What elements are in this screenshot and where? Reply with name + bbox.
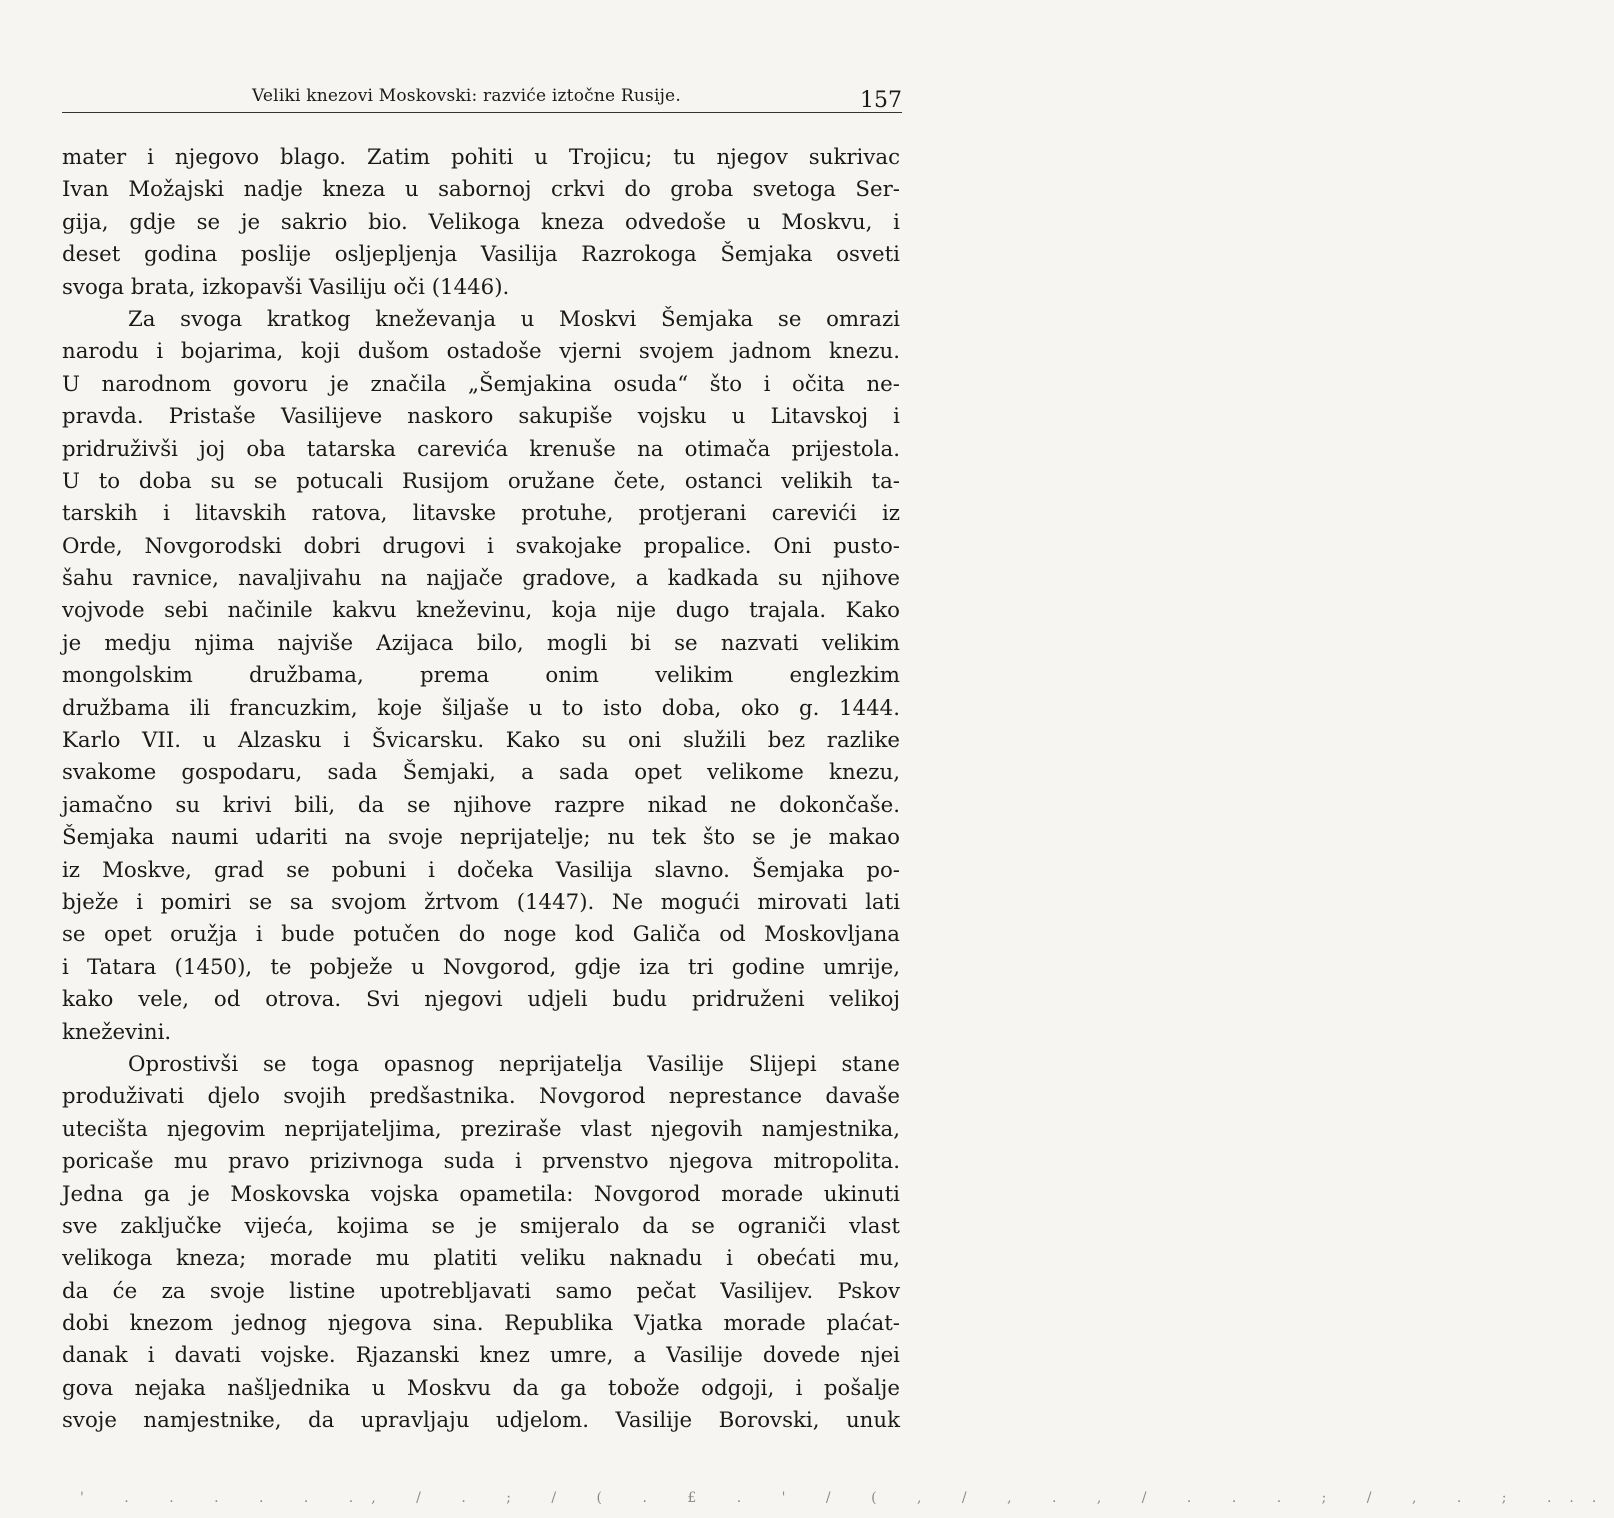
text-line: Jedna ga je Moskovska vojska opametila: Novgorod morade ukinuti: [62, 1181, 900, 1207]
text-line: velikoga kneza; morade mu platiti veliku naknadu i obećati mu,: [62, 1246, 900, 1272]
text-line: je medju njima najviše Azijaca bilo, mogli bi se nazvati velikim: [62, 630, 900, 656]
text-line: U to doba su se potucali Rusijom oružane čete, ostanci velikih ta-: [62, 468, 900, 494]
text-line: produživati djelo svojih predšastnika. Novgorod neprestance davaše: [62, 1084, 900, 1110]
body-text: [62, 142, 900, 1438]
running-header: [62, 80, 902, 114]
text-line: šahu ravnice, navaljivahu na najjače gradove, a kadkada su njihove: [62, 566, 900, 592]
text-line: Oprostivši se toga opasnog neprijatelja Vasilije Slijepi stane: [128, 1051, 900, 1077]
header-rule: [62, 112, 902, 113]
text-line: kneževini.: [62, 1019, 172, 1045]
text-line: narodu i bojarima, koji dušom ostadoše vjerni svojem jadnom knezu.: [62, 339, 900, 365]
text-line: U narodnom govoru je značila „Šemjakina osuda“ što i očita ne-: [62, 371, 900, 397]
text-line: pridruživši joj oba tatarska carevića krenuše na otimača prijestola.: [62, 436, 900, 462]
text-line: sve zaključke vijeća, kojima se je smijeralo da se ograniči vlast: [62, 1213, 900, 1239]
text-line: pravda. Pristaše Vasilijeve naskoro sakupiše vojsku u Litavskoj i: [62, 404, 900, 430]
text-line: tarskih i litavskih ratova, litavske protuhe, protjerani carevići iz: [62, 501, 900, 527]
text-line: gija, gdje se je sakrio bio. Velikoga kneza odvedoše u Moskvu, i: [62, 209, 900, 235]
text-line: dobi knezom jednog njegova sina. Republika Vjatka morade plaćat-: [62, 1311, 900, 1337]
text-line: utecišta njegovim neprijateljima, preziraše vlast njegovih namjestnika,: [62, 1116, 900, 1142]
page-number: 157: [860, 88, 902, 113]
text-line: Karlo VII. u Alzasku i Švicarsku. Kako su oni služili bez razlike: [62, 728, 900, 754]
text-line: se opet oružja i bude potučen do noge kod Galiča od Moskovljana: [62, 922, 900, 948]
text-line: da će za svoje listine upotrebljavati samo pečat Vasilijev. Pskov: [62, 1278, 900, 1304]
text-line: svoje namjestnike, da upravljaju udjelom. Vasilije Borovski, unuk: [62, 1408, 900, 1434]
text-line: gova nejaka našljednika u Moskvu da ga tobože odgoji, i pošalje: [62, 1375, 900, 1401]
footer-fragment: ' . . . . . ., / . ; / ( . £ . ' / ( , / , . , / . . . ; / , . ; ...: [80, 1490, 1614, 1506]
text-line: Šemjaka naumi udariti na svoje neprijatelje; nu tek što se je makao: [62, 825, 900, 851]
text-line: Za svoga kratkog kneževanja u Moskvi Šemjaka se omrazi: [128, 306, 900, 332]
text-line: jamačno su krivi bili, da se njihove razpre nikad ne dokončaše.: [62, 792, 900, 818]
text-line: danak i davati vojske. Rjazanski knez umre, a Vasilije dovede njei: [62, 1343, 900, 1369]
text-line: svakome gospodaru, sada Šemjaki, a sada opet velikome knezu,: [62, 760, 900, 786]
text-line: mongolskim družbama, prema onim velikim englezkim: [62, 663, 900, 689]
text-line: mater i njegovo blago. Zatim pohiti u Trojicu; tu njegov sukrivac: [62, 145, 900, 170]
text-line: deset godina poslije osljepljenja Vasilija Razrokoga Šemjaka osveti: [62, 242, 900, 268]
text-line: svoga brata, izkopavši Vasiliju oči (1446).: [62, 274, 510, 300]
text-line: poricaše mu pravo prizivnoga suda i prvenstvo njegova mitropolita.: [62, 1149, 900, 1175]
text-line: kako vele, od otrova. Svi njegovi udjeli budu pridruženi velikoj: [62, 987, 900, 1013]
running-title: Veliki knezovi Moskovski: razviće iztočne Rusije.: [252, 86, 681, 106]
text-line: vojvode sebi načinile kakvu kneževinu, koja nije dugo trajala. Kako: [62, 598, 900, 624]
text-line: i Tatara (1450), te pobježe u Novgorod, gdje iza tri godine umrije,: [62, 954, 900, 980]
text-line: iz Moskve, grad se pobuni i dočeka Vasilija slavno. Šemjaka po-: [62, 857, 900, 883]
text-line: bježe i pomiri se sa svojom žrtvom (1447). Ne mogući mirovati lati: [62, 889, 900, 915]
text-line: družbama ili francuzkim, koje šiljaše u to isto doba, oko g. 1444.: [62, 695, 900, 721]
text-line: Ivan Možajski nadje kneza u sabornoj crkvi do groba svetoga Ser-: [62, 177, 900, 203]
text-line: Orde, Novgorodski dobri drugovi i svakojake propalice. Oni pusto-: [62, 533, 900, 559]
